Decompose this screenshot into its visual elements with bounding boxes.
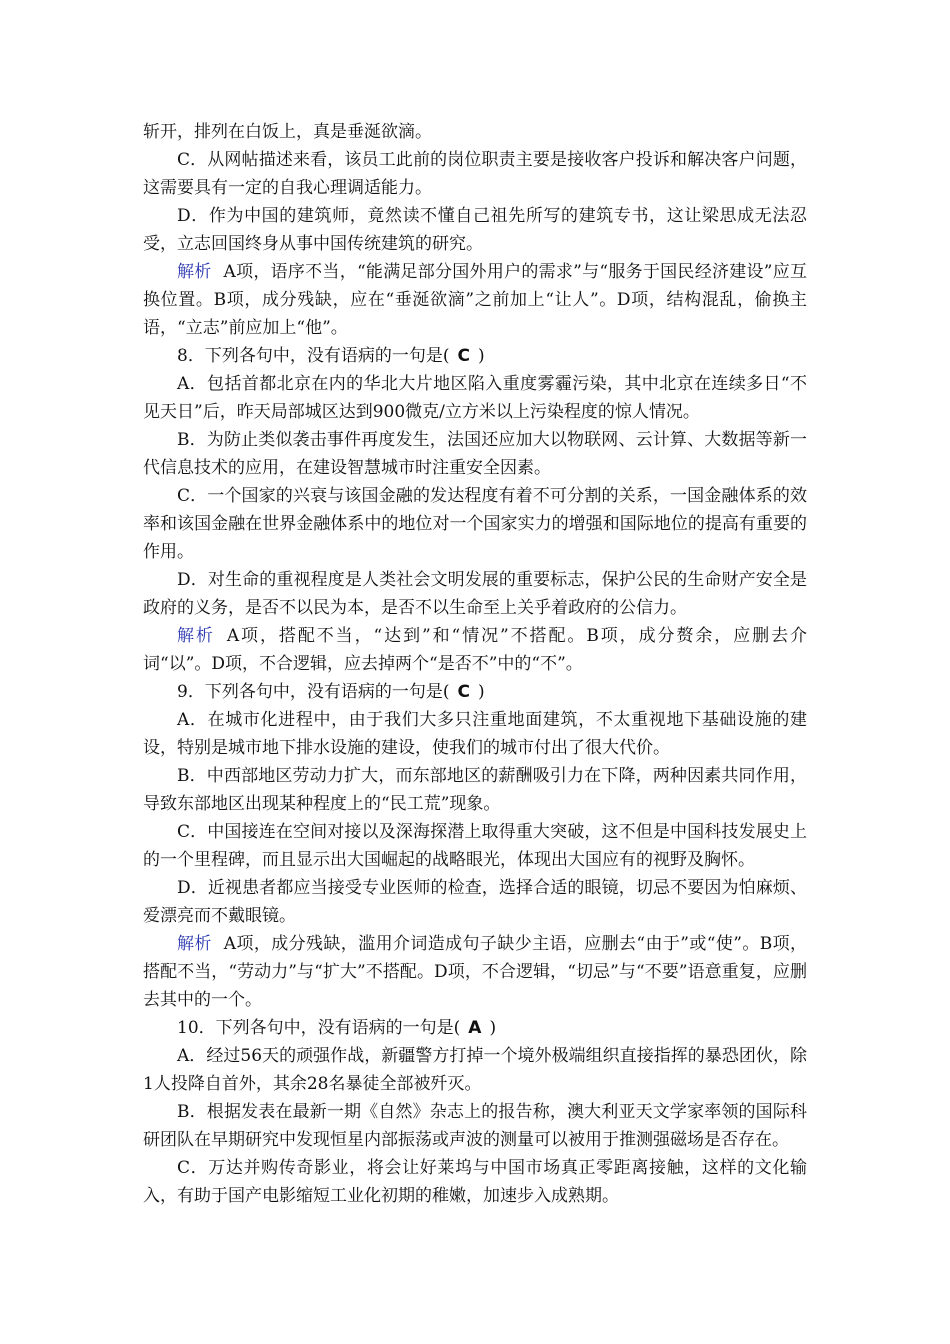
analysis-label: 解析: [177, 626, 215, 646]
q8-stem: [143, 342, 807, 370]
stem-close: ): [489, 1018, 497, 1038]
q9-option-d: D．近视患者都应当接受专业医师的检查，选择合适的眼镜，切忌不要因为怕麻烦、爱漂亮而不戴眼镜。: [143, 878, 807, 926]
answer-letter: A: [468, 1018, 482, 1038]
stem-close: ): [477, 346, 485, 366]
analysis-text: A项，搭配不当，“达到”和“情况”不搭配。B项，成分赘余，应删去介词“以”。D项，不合逻辑，应去掉两个“是否不”中的“不”。: [143, 626, 807, 674]
q7-option-c: C．从网帖描述来看，该员工此前的岗位职责主要是接收客户投诉和解决客户问题，这需要具有一定的自我心理调适能力。: [143, 150, 807, 198]
document-page: [143, 118, 807, 1210]
q8-option-a: A．包括首都北京在内的华北大片地区陷入重度雾霾污染，其中北京在连续多日“不见天日”后，昨天局部城区达到900微克/立方米以上污染程度的惊人情况。: [143, 374, 807, 422]
answer-letter: C: [457, 682, 470, 702]
q8-option-d: D．对生命的重视程度是人类社会文明发展的重要标志，保护公民的生命财产安全是政府的义务，是否不以民为本，是否不以生命至上关乎着政府的公信力。: [143, 570, 807, 618]
q9-analysis: [143, 930, 807, 1014]
analysis-text: A项，语序不当，“能满足部分国外用户的需求”与“服务于国民经济建设”应互换位置。B项，成分残缺，应在“垂涎欲滴”之前加上“让人”。D项，结构混乱，偷换主语，“立志”前应加上“他”。: [143, 262, 808, 338]
answer-letter: C: [457, 346, 470, 366]
question-stem: 8．下列各句中，没有语病的一句是(: [177, 346, 450, 366]
q10-option-c: C．万达并购传奇影业，将会让好莱坞与中国市场真正零距离接触，这样的文化输入，有助于国产电影缩短工业化初期的稚嫩，加速步入成熟期。: [143, 1158, 807, 1206]
q10-option-b: B．根据发表在最新一期《自然》杂志上的报告称，澳大利亚天文学家率领的国际科研团队在早期研究中发现恒星内部振荡或声波的测量可以被用于推测强磁场是否存在。: [143, 1102, 807, 1150]
q9-option-a: A．在城市化进程中，由于我们大多只注重地面建筑，不太重视地下基础设施的建设，特别是城市地下排水设施的建设，使我们的城市付出了很大代价。: [143, 710, 807, 758]
q9-stem: [143, 678, 807, 706]
q10-stem: [143, 1014, 807, 1042]
q7-option-d: D．作为中国的建筑师，竟然读不懂自己祖先所写的建筑专书，这让梁思成无法忍受，立志回国终身从事中国传统建筑的研究。: [143, 206, 807, 254]
analysis-text: A项，成分残缺，滥用介词造成句子缺少主语，应删去“由于”或“使”。B项，搭配不当，“劳动力”与“扩大”不搭配。D项，不合逻辑，“切忌”与“不要”语意重复，应删去其中的一个。: [143, 934, 807, 1010]
analysis-label: 解析: [177, 262, 212, 282]
q8-analysis: [143, 622, 807, 678]
q7-analysis: [143, 258, 807, 342]
q10-option-a: A．经过56天的顽强作战，新疆警方打掉一个境外极端组织直接指挥的暴恐团伙，除1人投降自首外，其余28名暴徒全部被歼灭。: [143, 1046, 807, 1094]
analysis-label: 解析: [177, 934, 212, 954]
q8-option-b: B．为防止类似袭击事件再度发生，法国还应加大以物联网、云计算、大数据等新一代信息技术的应用，在建设智慧城市时注重安全因素。: [143, 430, 807, 478]
q7-option-b-tail: 斩开，排列在白饭上，真是垂涎欲滴。: [143, 122, 432, 142]
stem-close: ): [477, 682, 485, 702]
question-stem: 10．下列各句中，没有语病的一句是(: [177, 1018, 461, 1038]
q9-option-b: B．中西部地区劳动力扩大，而东部地区的薪酬吸引力在下降，两种因素共同作用，导致东部地区出现某种程度上的“民工荒”现象。: [143, 766, 807, 814]
q8-option-c: C．一个国家的兴衰与该国金融的发达程度有着不可分割的关系，一国金融体系的效率和该国金融在世界金融体系中的地位对一个国家实力的增强和国际地位的提高有重要的作用。: [143, 486, 807, 562]
q9-option-c: C．中国接连在空间对接以及深海探潜上取得重大突破，这不但是中国科技发展史上的一个里程碑，而且显示出大国崛起的战略眼光，体现出大国应有的视野及胸怀。: [143, 822, 807, 870]
question-stem: 9．下列各句中，没有语病的一句是(: [177, 682, 450, 702]
